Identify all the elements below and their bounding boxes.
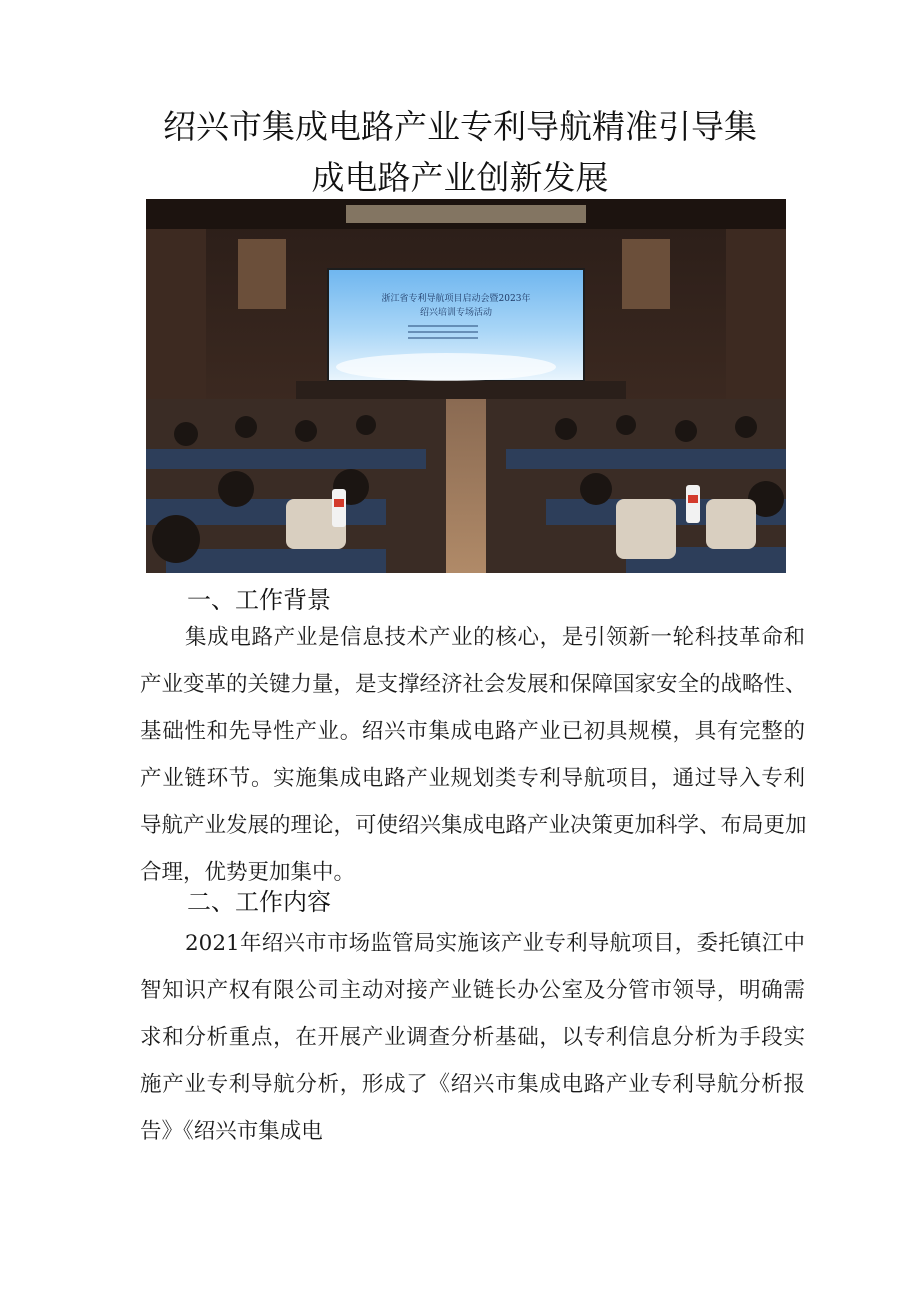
document-title-line-1: 绍兴市集成电路产业专利导航精准引导集 — [163, 107, 757, 146]
text-line: 合理，优势更加集中。 — [140, 860, 356, 885]
text-line: 产业变革的关键力量，是支撑经济社会发展和保障国家安全的战略性、 — [140, 672, 807, 697]
text-line: 告》《绍兴市集成电 — [140, 1119, 323, 1144]
screen-caption-line-1: 浙江省专利导航项目启动会暨2023年 — [381, 294, 531, 304]
document-title-line-2: 成电路产业创新发展 — [311, 158, 609, 197]
section-body-background — [140, 614, 805, 896]
text-line: 2021年绍兴市市场监管局实施该产业专利导航项目，委托镇江中 — [185, 931, 805, 956]
section-heading-background: 一、工作背景 — [187, 586, 331, 614]
section-heading-content: 二、工作内容 — [187, 888, 331, 916]
text-line: 施产业专利导航分析，形成了《绍兴市集成电路产业专利导航分析报 — [140, 1072, 805, 1097]
text-line: 集成电路产业是信息技术产业的核心，是引领新一轮科技革命和 — [185, 625, 805, 650]
text-line: 求和分析重点，在开展产业调查分析基础，以专利信息分析为手段实 — [140, 1025, 805, 1050]
text-line: 智知识产权有限公司主动对接产业链长办公室及分管市领导，明确需 — [140, 978, 805, 1003]
conference-photo — [146, 199, 786, 573]
text-line: 导航产业发展的理论，可使绍兴集成电路产业决策更加科学、布局更加 — [140, 813, 807, 838]
text-line: 产业链环节。实施集成电路产业规划类专利导航项目，通过导入专利 — [140, 766, 805, 791]
screen-caption-line-2: 绍兴培训专场活动 — [419, 308, 493, 318]
text-line: 基础性和先导性产业。绍兴市集成电路产业已初具规模，具有完整的 — [140, 719, 805, 744]
section-body-content — [140, 920, 805, 1155]
